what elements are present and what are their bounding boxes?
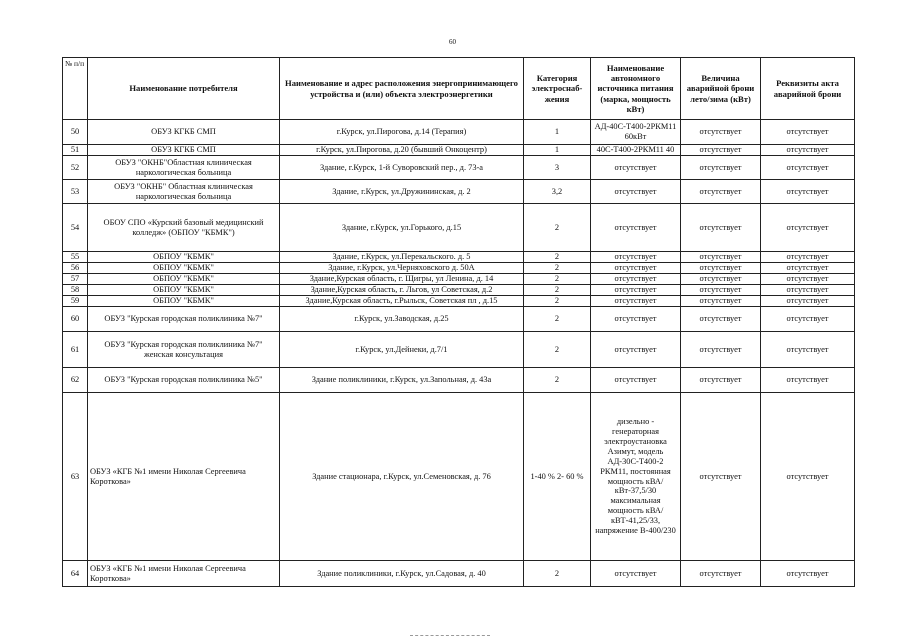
page-number: 60 <box>449 38 456 46</box>
table-row <box>63 285 855 296</box>
cell-act: отсутствует <box>761 145 855 156</box>
table-row <box>63 274 855 285</box>
cell-number: 56 <box>63 263 88 274</box>
col-header-source: Наименование автономного источника питания (марка, мощность кВт) <box>591 58 681 120</box>
cell-consumer: ОБПОУ "КБМК" <box>88 296 280 307</box>
cell-category: 2 <box>524 274 591 285</box>
cell-reserve: отсутствует <box>681 156 761 180</box>
table-row <box>63 368 855 393</box>
cell-address: Здание поликлиники, г.Курск, ул.Запольная, д. 43а <box>280 368 524 393</box>
cell-reserve: отсутствует <box>681 561 761 587</box>
cell-source: отсутствует <box>591 307 681 332</box>
cell-consumer: ОБПОУ "КБМК" <box>88 285 280 296</box>
col-header-act: Реквизиты акта аварийной брони <box>761 58 855 120</box>
cell-consumer: ОБУЗ "ОКНБ"Областная клиническая наркологическая больница <box>88 156 280 180</box>
col-header-category: Категория электроснаб-жения <box>524 58 591 120</box>
cell-act: отсутствует <box>761 561 855 587</box>
cell-reserve: отсутствует <box>681 180 761 204</box>
cell-address: Здание поликлиники, г.Курск, ул.Садовая, д. 40 <box>280 561 524 587</box>
table-row <box>63 252 855 263</box>
cell-reserve: отсутствует <box>681 332 761 368</box>
cell-act: отсутствует <box>761 307 855 332</box>
cell-act: отсутствует <box>761 274 855 285</box>
cell-reserve: отсутствует <box>681 393 761 561</box>
cell-reserve: отсутствует <box>681 252 761 263</box>
cell-category: 2 <box>524 307 591 332</box>
cell-category: 2 <box>524 296 591 307</box>
cell-act: отсутствует <box>761 263 855 274</box>
table-row <box>63 332 855 368</box>
cell-consumer: ОБУЗ "Курская городская поликлиника №7" женская консультация <box>88 332 280 368</box>
table-row <box>63 156 855 180</box>
cell-address: Здание, г.Курск, ул.Дружининская, д. 2 <box>280 180 524 204</box>
cell-source: отсутствует <box>591 368 681 393</box>
cell-number: 63 <box>63 393 88 561</box>
cell-act: отсутствует <box>761 296 855 307</box>
cell-category: 2 <box>524 204 591 252</box>
cell-number: 62 <box>63 368 88 393</box>
col-header-consumer: Наименование потребителя <box>88 58 280 120</box>
cell-source: отсутствует <box>591 204 681 252</box>
cell-act: отсутствует <box>761 252 855 263</box>
cell-address: Здание стационара, г.Курск, ул.Семеновская, д. 76 <box>280 393 524 561</box>
cell-reserve: отсутствует <box>681 285 761 296</box>
cell-reserve: отсутствует <box>681 120 761 145</box>
cell-act: отсутствует <box>761 204 855 252</box>
cell-source: отсутствует <box>591 285 681 296</box>
cell-number: 64 <box>63 561 88 587</box>
table-row <box>63 296 855 307</box>
cell-number: 54 <box>63 204 88 252</box>
cell-address: г.Курск, ул.Дейнеки, д.7/1 <box>280 332 524 368</box>
cell-act: отсутствует <box>761 180 855 204</box>
cell-category: 2 <box>524 368 591 393</box>
cell-number: 57 <box>63 274 88 285</box>
cell-address: Здание,Курская область, г.Рыльск, Советская пл , д.15 <box>280 296 524 307</box>
cell-consumer: ОБПОУ "КБМК" <box>88 263 280 274</box>
energy-reserve-table <box>62 57 855 587</box>
cell-address: Здание, г.Курск, ул.Горького, д.15 <box>280 204 524 252</box>
cell-source: отсутствует <box>591 263 681 274</box>
cell-source: отсутствует <box>591 561 681 587</box>
cell-reserve: отсутствует <box>681 368 761 393</box>
table-row <box>63 561 855 587</box>
cell-consumer: ОБПОУ "КБМК" <box>88 274 280 285</box>
header-row <box>63 58 855 120</box>
cell-source: отсутствует <box>591 156 681 180</box>
cell-number: 61 <box>63 332 88 368</box>
cell-act: отсутствует <box>761 120 855 145</box>
cell-consumer: ОБУЗ "Курская городская поликлиника №5" <box>88 368 280 393</box>
table-row <box>63 204 855 252</box>
cell-address: г.Курск, ул.Пирогова, д.14 (Терапия) <box>280 120 524 145</box>
cell-consumer: ОБПОУ "КБМК" <box>88 252 280 263</box>
cell-source: отсутствует <box>591 332 681 368</box>
cell-address: Здание, г.Курск, 1-й Суворовский пер., д. 73-а <box>280 156 524 180</box>
table-row <box>63 263 855 274</box>
cell-consumer: ОБУЗ «КГБ №1 имени Николая Сергеевича Короткова» <box>88 393 280 561</box>
cell-category: 3 <box>524 156 591 180</box>
scan-artifact-line <box>410 635 490 636</box>
cell-address: Здание, г.Курск, ул.Черняховского д. 50А <box>280 263 524 274</box>
cell-address: г.Курск, ул.Пирогова, д.20 (бывший Онкоцентр) <box>280 145 524 156</box>
cell-source: 40С-Т400-2РКМ11 40 <box>591 145 681 156</box>
cell-category: 1 <box>524 145 591 156</box>
cell-number: 60 <box>63 307 88 332</box>
cell-reserve: отсутствует <box>681 145 761 156</box>
cell-source: отсутствует <box>591 274 681 285</box>
cell-source: АД-40С-Т400-2РКМ11 60кВт <box>591 120 681 145</box>
cell-reserve: отсутствует <box>681 204 761 252</box>
cell-address: Здание,Курская область, г. Льгов, ул Советская, д.2 <box>280 285 524 296</box>
cell-source: отсутствует <box>591 296 681 307</box>
cell-category: 3,2 <box>524 180 591 204</box>
cell-category: 2 <box>524 561 591 587</box>
cell-number: 52 <box>63 156 88 180</box>
cell-reserve: отсутствует <box>681 307 761 332</box>
col-header-reserve: Величина аварийной брони лето/зима (кВт) <box>681 58 761 120</box>
cell-number: 55 <box>63 252 88 263</box>
cell-reserve: отсутствует <box>681 296 761 307</box>
cell-reserve: отсутствует <box>681 263 761 274</box>
cell-consumer: ОБУЗ "Курская городская поликлиника №7" <box>88 307 280 332</box>
cell-category: 2 <box>524 252 591 263</box>
cell-number: 53 <box>63 180 88 204</box>
cell-act: отсутствует <box>761 285 855 296</box>
cell-category: 2 <box>524 263 591 274</box>
cell-consumer: ОБУЗ «КГБ №1 имени Николая Сергеевича Короткова» <box>88 561 280 587</box>
cell-consumer: ОБУЗ "ОКНБ" Областная клиническая наркологическая больница <box>88 180 280 204</box>
cell-source: дизельно - генераторная электроустановка Азимут, модель АД-30С-Т400-2 РКМ11, постоянная мощность кВА/кВт-37,5/30 максимальная мощность кВА/кВТ-41,25/33, напряжение В-400/230 <box>591 393 681 561</box>
col-header-number: № п/п <box>63 58 88 120</box>
cell-consumer: ОБУЗ КГКБ СМП <box>88 120 280 145</box>
cell-act: отсутствует <box>761 393 855 561</box>
cell-act: отсутствует <box>761 368 855 393</box>
cell-source: отсутствует <box>591 180 681 204</box>
table-row <box>63 393 855 561</box>
cell-source: отсутствует <box>591 252 681 263</box>
cell-reserve: отсутствует <box>681 274 761 285</box>
table-row <box>63 180 855 204</box>
cell-number: 58 <box>63 285 88 296</box>
cell-act: отсутствует <box>761 156 855 180</box>
cell-category: 2 <box>524 285 591 296</box>
cell-address: г.Курск, ул.Заводская, д.25 <box>280 307 524 332</box>
table-row <box>63 307 855 332</box>
cell-category: 1-40 % 2- 60 % <box>524 393 591 561</box>
table-row <box>63 145 855 156</box>
cell-number: 59 <box>63 296 88 307</box>
cell-consumer: ОБОУ СПО «Курский базовый медицинский колледж» (ОБПОУ "КБМК") <box>88 204 280 252</box>
cell-category: 1 <box>524 120 591 145</box>
col-header-address: Наименование и адрес расположения энергопринимающего устройства и (или) объекта электроэнергетики <box>280 58 524 120</box>
cell-category: 2 <box>524 332 591 368</box>
cell-address: Здание, г.Курск, ул.Перекальского. д. 5 <box>280 252 524 263</box>
table-row <box>63 120 855 145</box>
cell-number: 51 <box>63 145 88 156</box>
cell-consumer: ОБУЗ КГКБ СМП <box>88 145 280 156</box>
cell-act: отсутствует <box>761 332 855 368</box>
cell-number: 50 <box>63 120 88 145</box>
cell-address: Здание,Курская область, г. Щигры, ул Ленина, д. 14 <box>280 274 524 285</box>
